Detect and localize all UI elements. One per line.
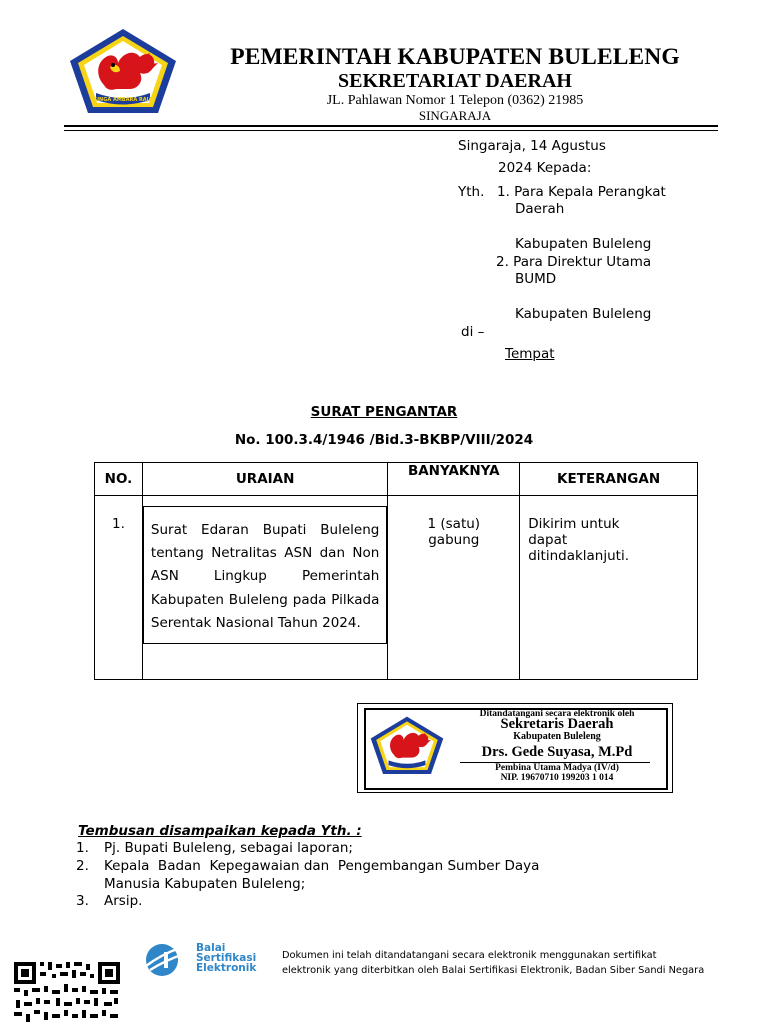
qr-code-icon [12, 960, 122, 1024]
tembusan-item-3: Arsip. [104, 893, 143, 909]
stamp-caption: Ditandatangani secara elektronik oleh [479, 709, 635, 719]
row-no: 1. [112, 516, 125, 532]
tembusan-item-1-num: 1. [76, 840, 89, 856]
table-row [95, 496, 698, 680]
header-banyaknya: BANYAKNYA [388, 463, 520, 496]
document-title [0, 404, 768, 420]
footer-notice-line1: Dokumen ini telah ditandatangani secara elektronik menggunakan sertifikat [282, 950, 657, 961]
row-keterangan-line2: dapat [528, 532, 568, 548]
bse-logo-icon [140, 942, 190, 978]
header-city: SINGARAJA [418, 108, 492, 123]
bse-name-line3: Elektronik [196, 962, 257, 974]
header-no: NO. [95, 463, 143, 496]
document-title-text: SURAT PENGANTAR [310, 404, 458, 420]
recipient2-line1: 2. Para Direktur Utama [496, 254, 652, 270]
stamp-nip: NIP. 19670710 199203 1 014 [500, 773, 614, 783]
tembusan-item-1: Pj. Bupati Buleleng, sebagai laporan; [104, 840, 353, 856]
table-header-row [95, 463, 698, 496]
letter-date-line2: 2024 Kepada: [498, 160, 592, 176]
letter-di: di – [461, 324, 485, 340]
cell-uraian [142, 496, 387, 680]
stamp-region: Kabupaten Buleleng [513, 731, 601, 742]
document-number: No. 100.3.4/1946 /Bid.3-BKBP/VIII/2024 [234, 432, 534, 448]
tembusan-heading: Tembusan disampaikan kepada Yth. : [78, 823, 362, 839]
row-banyaknya-line2: gabung [428, 532, 480, 548]
cell-no [95, 496, 143, 680]
header-uraian: URAIAN [142, 463, 387, 496]
header-secretariat: SEKRETARIAT DAERAH [338, 70, 572, 92]
row-banyaknya-line1: 1 (satu) [427, 516, 481, 532]
tembusan-item-2-line1: Kepala Badan Kepegawaian dan Pengembangan Sumber Daya [104, 858, 540, 874]
footer-notice [282, 948, 704, 978]
recipient1-line1: 1. Para Kepala Perangkat [497, 184, 666, 200]
letter-yth: Yth. [458, 184, 485, 200]
logo-motto: SINGA AMBARA RAJA [93, 97, 153, 103]
letter-tempat: Tempat [505, 346, 555, 362]
tembusan-item-2-line2: Manusia Kabupaten Buleleng; [104, 876, 306, 892]
header-government: PEMERINTAH KABUPATEN BULELENG [230, 44, 680, 70]
cell-banyaknya [388, 496, 520, 680]
cell-keterangan [520, 496, 698, 680]
tembusan-item-3-num: 3. [76, 893, 89, 909]
recipient1-line2: Daerah [515, 201, 565, 217]
footer-notice-line2: elektronik yang diterbitkan oleh Balai Sertifikasi Elektronik, Badan Siber Sandi Negara [282, 965, 705, 976]
recipient2-line2: BUMD [515, 271, 557, 287]
bse-name-line2: Sertifikasi [196, 952, 257, 964]
header-address: JL. Pahlawan Nomor 1 Telepon (0362) 21985 [326, 93, 584, 108]
header-keterangan: KETERANGAN [520, 463, 698, 496]
header-rule-thick [64, 125, 718, 127]
stamp-crest-logo [368, 713, 446, 779]
bse-name-line1: Balai [196, 942, 226, 954]
bse-name [196, 943, 256, 973]
row-uraian: Surat Edaran Bupati Buleleng tentang Netralitas ASN dan Non ASN Lingkup Pemerintah Kabupaten Buleleng pada Pilkada Serentak Nasional Tahun 2024. [143, 506, 387, 644]
buleleng-crest-logo [66, 27, 180, 117]
row-keterangan-line1: Dikirim untuk [528, 516, 620, 532]
recipient1-line3: Kabupaten Buleleng [515, 236, 652, 252]
content-table [94, 462, 698, 680]
row-keterangan-line3: ditindaklanjuti. [528, 548, 630, 564]
stamp-position: Sekretaris Daerah [500, 716, 614, 732]
letter-date-line1: Singaraja, 14 Agustus [458, 138, 606, 154]
header-rule-thin [64, 130, 718, 131]
recipient2-line3: Kabupaten Buleleng [515, 306, 652, 322]
stamp-rank: Pembina Utama Madya (IV/d) [495, 763, 619, 773]
tembusan-item-2-num: 2. [76, 858, 89, 874]
stamp-name: Drs. Gede Suyasa, M.Pd [481, 744, 633, 760]
